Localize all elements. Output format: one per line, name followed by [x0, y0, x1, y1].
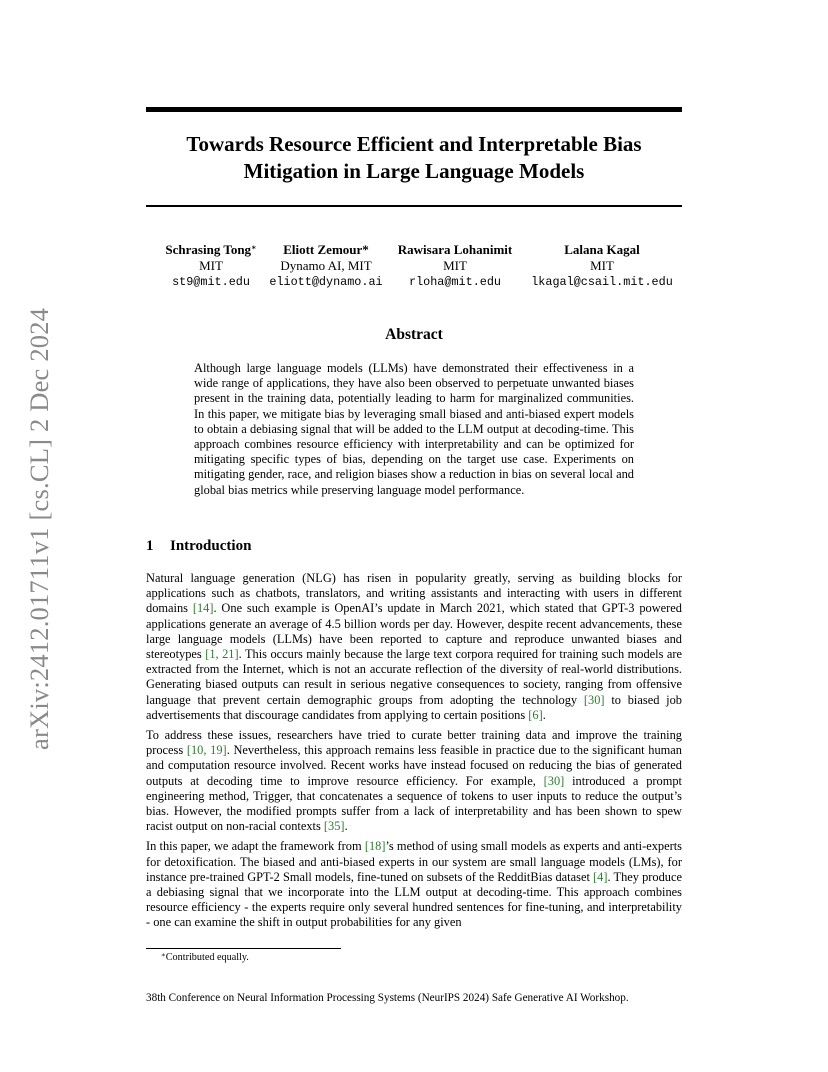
title-line-1: Towards Resource Efficient and Interpretable Bias — [186, 132, 642, 156]
footnote-text: Contributed equally. — [165, 952, 249, 963]
citation-link[interactable]: [35] — [323, 819, 345, 834]
paragraph-2: To address these issues, researchers have tried to curate better training data and improve the training process [10, 19]. Nevertheless, this approach remains less feasible in practice due to the significant human and computation resource involved. Recent works have instead focused on reducing the bias of generated outputs at decoding time to improve resource efficiency. For example, [30] introduced a prompt engineering method, Trigger, that concatenates a sequence of tokens to user inputs to reduce the output’s bias. However, the modified prompts suffer from a lack of interpretability and has been shown to spew racist output on non-racial contexts [35]. — [146, 728, 683, 834]
citation-link[interactable]: [18] — [364, 839, 386, 854]
body-text — [146, 571, 682, 936]
author-name: Schrasing Tong∗ — [165, 242, 257, 257]
author-email: st9@mit.edu — [172, 275, 250, 289]
citation-link[interactable]: [14] — [192, 601, 214, 616]
author-affiliation: MIT — [590, 258, 614, 273]
citation-link[interactable]: [10, 19] — [186, 743, 227, 758]
footnote-rule — [146, 948, 341, 949]
footnote-mark: ∗ — [161, 951, 166, 959]
paragraph-3: In this paper, we adapt the framework from [18]’s method of using small models as experts and anti-experts for detoxification. The biased and anti-biased experts in our system are small language models (LMs), for instance pre-trained GPT-2 Small models, fine-tuned on subsets of the RedditBias dataset [4]. They produce a debiasing signal that we incorporate into the LLM output at decoding-time. This approach combines resource efficiency - the experts require only several hundred sentences for fine-tuning, and interpretability - one can examine the shift in output probabilities for any given — [146, 839, 682, 930]
section-number: 1 — [146, 538, 154, 554]
paper-title — [146, 131, 682, 185]
author-affiliation: MIT — [199, 258, 223, 273]
citation-link[interactable]: [30] — [543, 773, 565, 788]
paragraph-1: Natural language generation (NLG) has risen in popularity greatly, serving as building blocks for applications such as chatbots, translators, and writing assistants and interacting with users in different domains [14]. One such example is OpenAI’s update in March 2021, which stated that GPT-3 powered applications generate an average of 4.5 billion words per day. However, despite recent advancements, these large language models (LLMs) have been reported to capture and reproduce unwanted biases and stereotypes [1, 21]. This occurs mainly because the large text corpora required for training such models are extracted from the Internet, which is not an accurate reflection of the diversity of real-world distributions. Generating biased outputs can result in serious negative consequences to society, ranging from offensive language that prevent certain demographic groups from adopting the technology [30] to biased job advertisements that discourage candidates from applying to certain positions [6]. — [146, 571, 682, 722]
citation-link[interactable]: [1, 21] — [205, 647, 239, 662]
citation-link[interactable]: [6] — [528, 707, 543, 722]
author-footnote-mark: ∗ — [251, 243, 257, 252]
author-name: Lalana Kagal — [564, 242, 640, 257]
author-2 — [263, 242, 389, 290]
author-affiliation: MIT — [443, 258, 467, 273]
title-bottom-rule — [146, 205, 682, 207]
title-line-2: Mitigation in Large Language Models — [243, 159, 585, 183]
venue-footer: 38th Conference on Neural Information Processing Systems (NeurIPS 2024) Safe Generative AI Workshop. — [146, 992, 629, 1004]
citation-link[interactable]: [30] — [583, 692, 605, 707]
title-top-rule — [146, 107, 682, 112]
footnote — [161, 952, 249, 963]
author-3 — [392, 242, 518, 290]
abstract-heading: Abstract — [385, 326, 443, 343]
author-name: Eliott Zemour* — [283, 242, 369, 257]
section-title: Introduction — [170, 538, 252, 554]
author-1 — [156, 242, 266, 290]
author-email: eliott@dynamo.ai — [269, 275, 383, 289]
arxiv-identifier: arXiv:2412.01711v1 [cs.CL] 2 Dec 2024 — [24, 307, 54, 750]
author-email: lkagal@csail.mit.edu — [531, 275, 673, 289]
author-email: rloha@mit.edu — [408, 275, 502, 289]
citation-link[interactable]: [4] — [593, 869, 608, 884]
author-affiliation: Dynamo AI, MIT — [280, 258, 372, 273]
abstract-text: Although large language models (LLMs) have demonstrated their effectiveness in a wide range of applications, they have also been observed to perpetuate unwanted biases present in the training data, potentially leading to harm for marginalized communities. In this paper, we mitigate bias by leveraging small biased and anti-biased expert models to obtain a debiasing signal that will be added to the LLM output at decoding-time. This approach combines resource efficiency with interpretability and can be optimized for mitigating specific types of bias, depending on the target use case. Experiments on mitigating gender, race, and religion biases show a reduction in bias on several local and global bias metrics while preserving language model performance. — [194, 361, 634, 497]
author-name: Rawisara Lohanimit — [397, 242, 513, 257]
section-heading — [146, 538, 251, 555]
author-4 — [526, 242, 678, 290]
